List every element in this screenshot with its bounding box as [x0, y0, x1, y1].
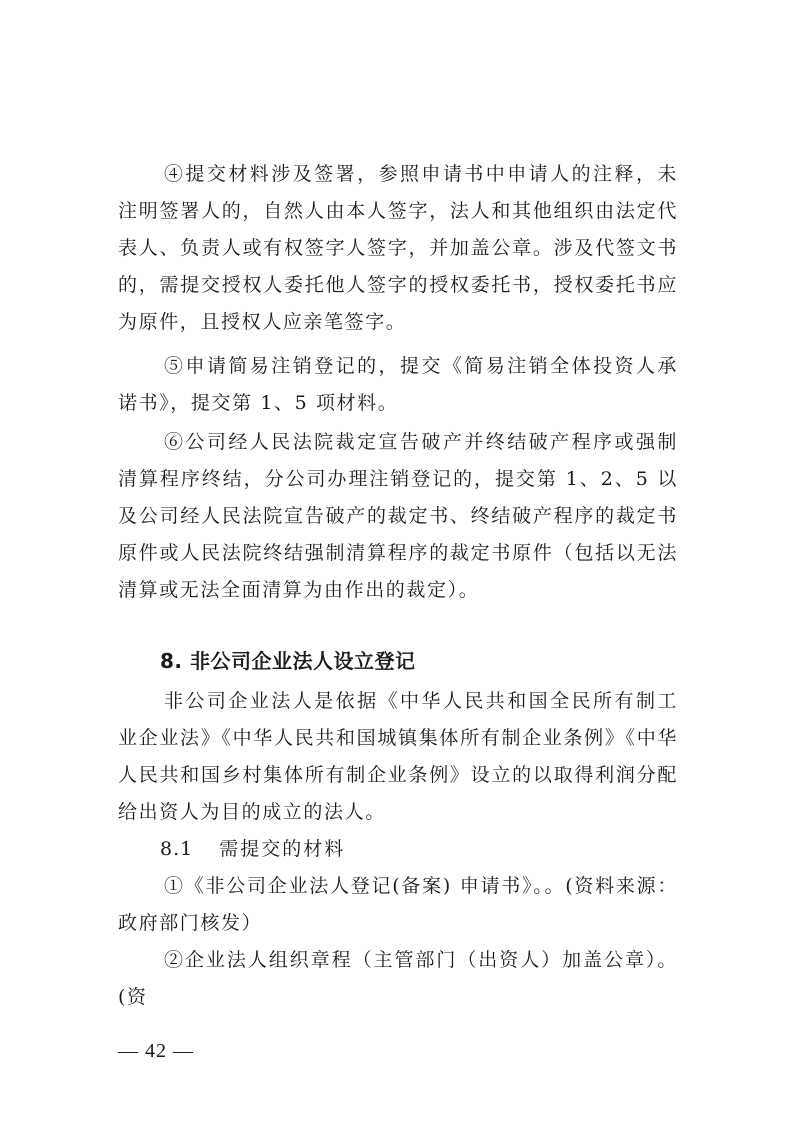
material-item-1: ①《非公司企业法人登记(备案) 申请书》。。(资料来源：政府部门核发） [118, 875, 678, 934]
subsection-title: 需提交的材料 [219, 838, 346, 860]
paragraph-signature-requirements: ④提交材料涉及签署，参照申请书中申请人的注释，未注明签署人的，自然人由本人签字，法人和其他组织由法定代表人、负责人或有权签字人签字，并加盖公章。涉及代签文书的，需提交授权人委托他人签字的授权委托书，授权委托书应为原件，且授权人应亲笔签字。 [118, 163, 678, 333]
material-item-2: ②企业法人组织章程（主管部门（出资人）加盖公章）。(资 [118, 949, 678, 1008]
paragraph-simple-deregistration: ⑤申请简易注销登记的，提交《简易注销全体投资人承诺书》，提交第 1、5 项材料。 [118, 355, 678, 414]
page-number: — 42 — [118, 1040, 194, 1062]
subsection-heading [160, 831, 345, 868]
subsection-number: 8.1 [160, 838, 194, 860]
paragraph-bankruptcy-deregistration: ⑥公司经人民法院裁定宣告破产并终结破产程序或强制清算程序终结，分公司办理注销登记的，提交第 1、2、5 以及公司经人民法院宣告破产的裁定书、终结破产程序的裁定书原件或人民法院终结强制清算程序的裁定书原件（包括以无法清算或无法全面清算为由作出的裁定）。 [118, 431, 678, 601]
section-heading: 8. 非公司企业法人设立登记 [160, 649, 416, 673]
section-intro-paragraph: 非公司企业法人是依据《中华人民共和国全民所有制工业企业法》《中华人民共和国城镇集体所有制企业条例》《中华人民共和国乡村集体所有制企业条例》设立的以取得利润分配给出资人为目的成立的法人。 [118, 690, 678, 823]
